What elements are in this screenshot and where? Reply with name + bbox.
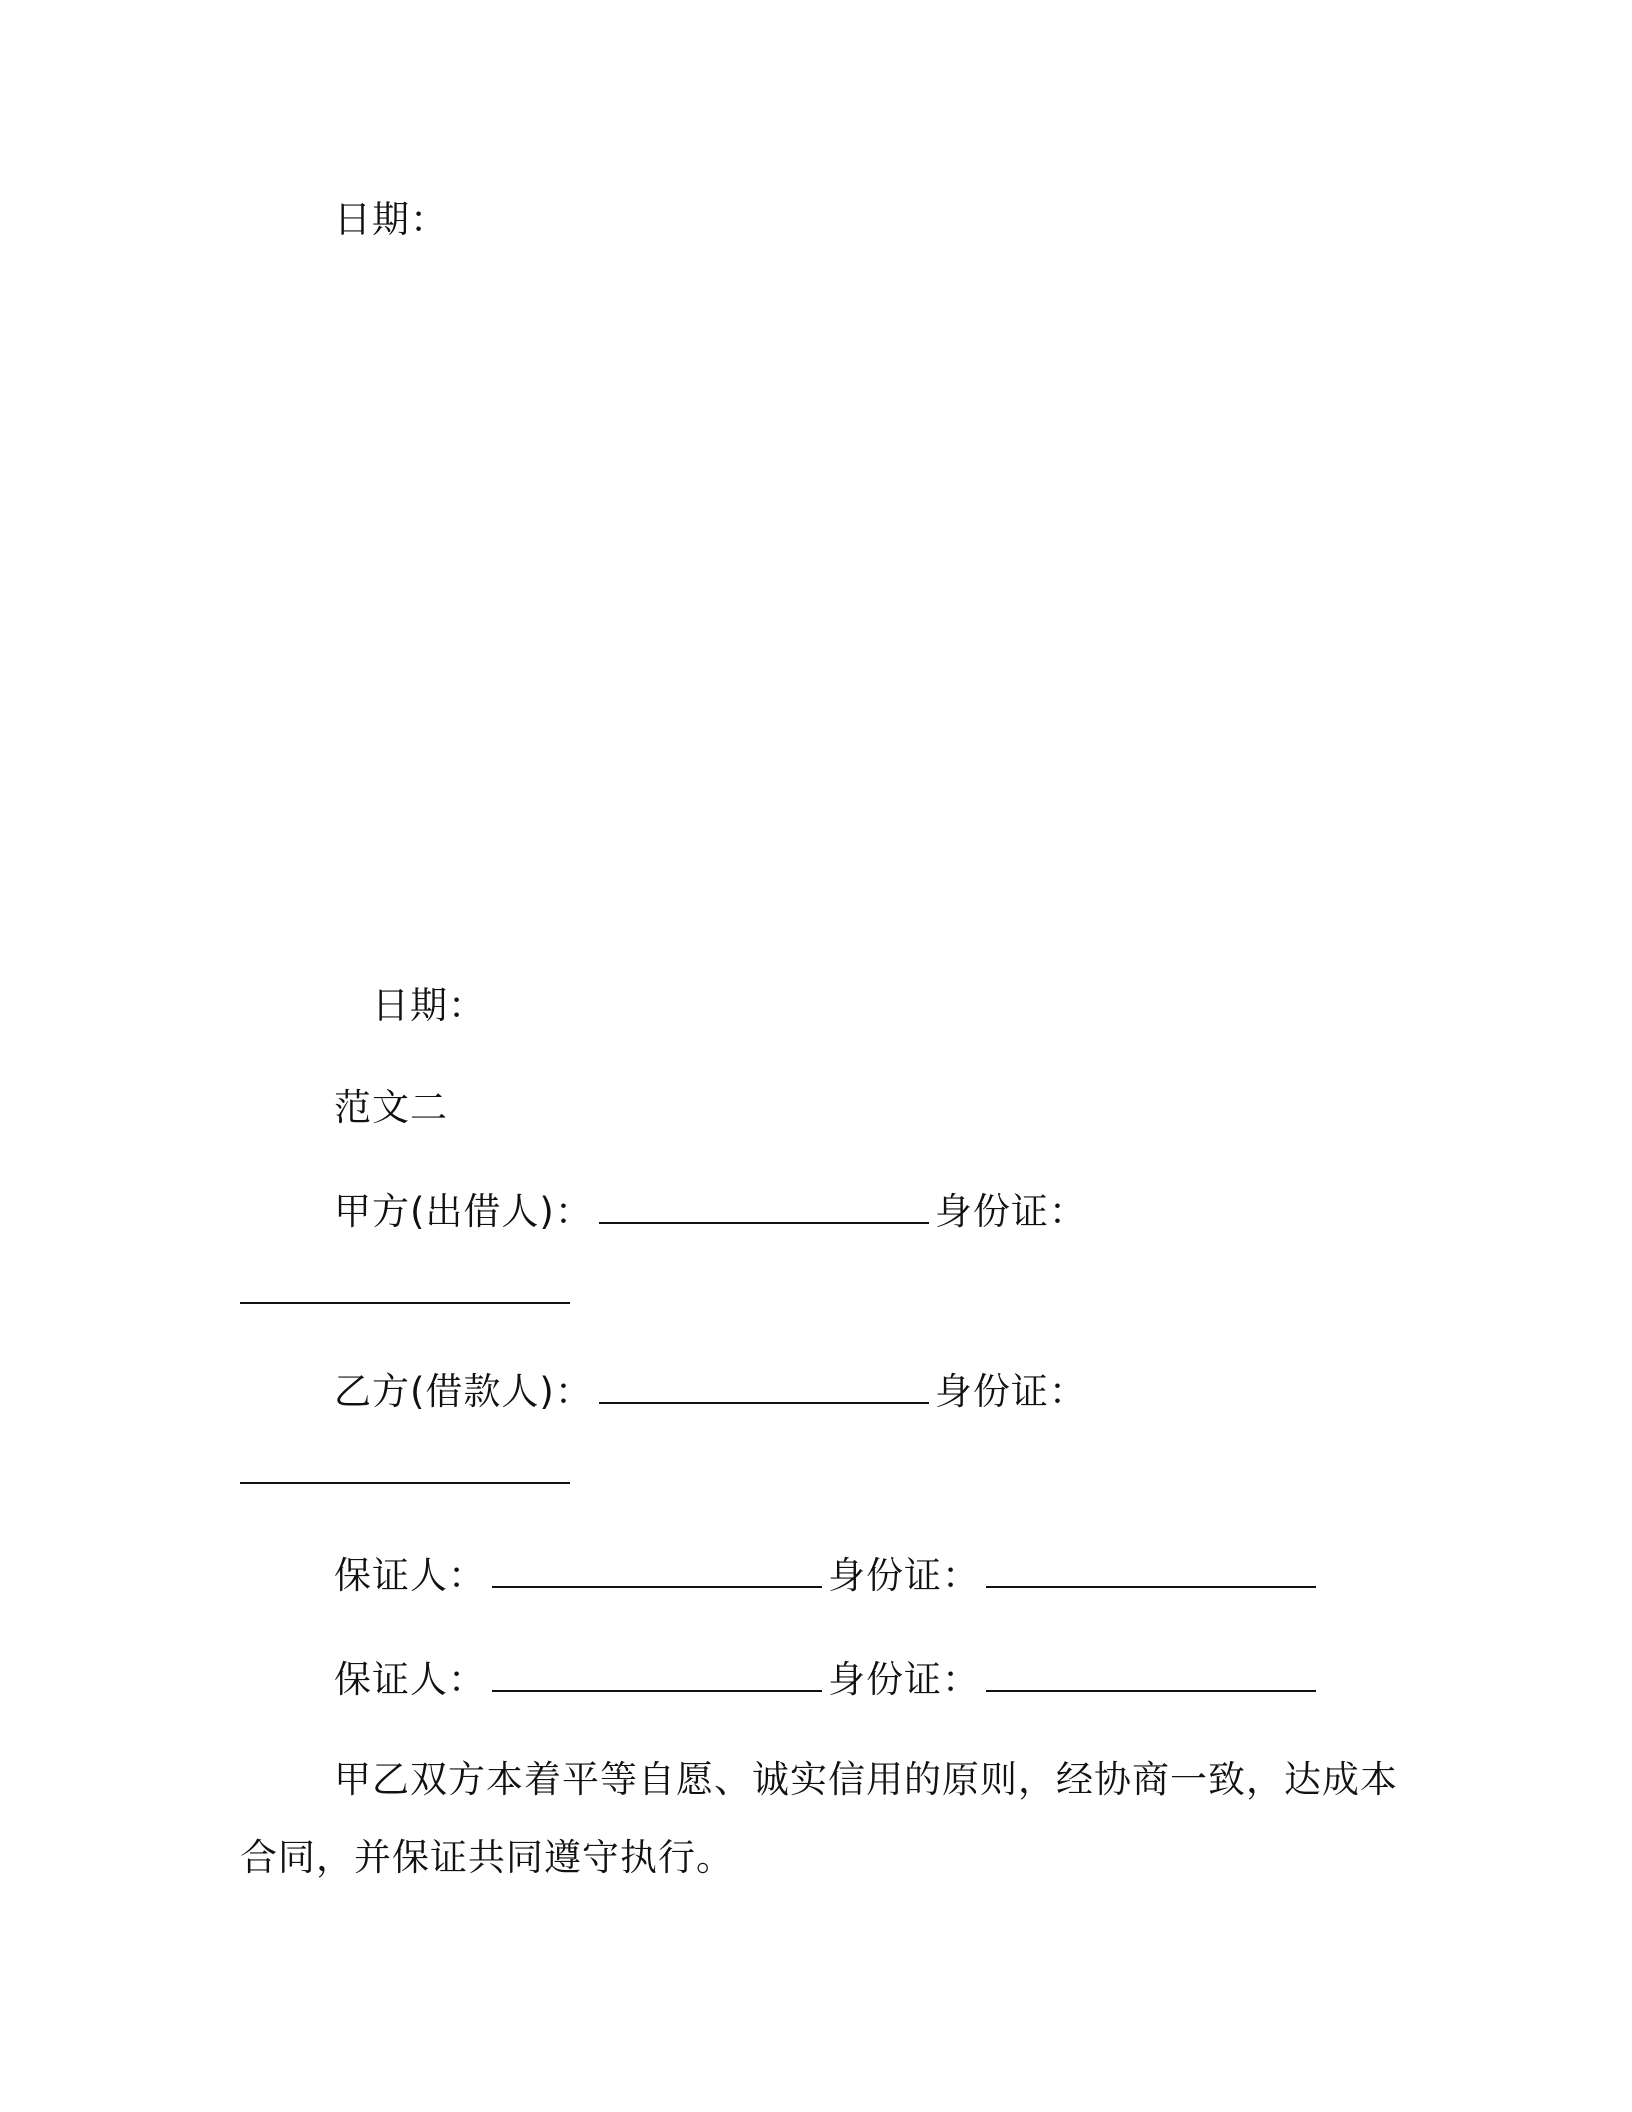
date-label: 日期： (372, 984, 486, 1027)
guarantor-2-id-label: 身份证： (828, 1658, 980, 1701)
guarantor-1-label: 保证人： (334, 1554, 486, 1597)
date-label: 日期： (334, 198, 448, 241)
party-a-label: 甲方(出借人)： (334, 1190, 593, 1233)
date-line-2 (372, 982, 486, 1030)
party-b-line (334, 1368, 1087, 1416)
guarantor-1-line (334, 1552, 1322, 1600)
party-b-id-line (240, 1448, 576, 1496)
agreement-paragraph-line-2 (240, 1834, 734, 1882)
party-a-name-blank (599, 1188, 929, 1224)
guarantor-1-id-label: 身份证： (828, 1554, 980, 1597)
party-b-id-label: 身份证： (934, 1370, 1087, 1413)
guarantor-2-id-blank (986, 1656, 1316, 1692)
section-title-text: 范文二 (334, 1086, 448, 1129)
party-b-name-blank (599, 1368, 929, 1404)
party-a-id-blank (240, 1268, 570, 1304)
party-a-line (334, 1188, 1087, 1236)
party-b-id-blank (240, 1448, 570, 1484)
guarantor-1-name-blank (492, 1552, 822, 1588)
date-line-1 (334, 196, 448, 244)
guarantor-2-name-blank (492, 1656, 822, 1692)
section-title (334, 1084, 448, 1132)
party-a-id-line (240, 1268, 576, 1316)
guarantor-2-line (334, 1656, 1322, 1704)
paragraph-text: 合同，并保证共同遵守执行。 (240, 1836, 734, 1879)
party-a-id-label: 身份证： (934, 1190, 1087, 1233)
party-b-label: 乙方(借款人)： (334, 1370, 593, 1413)
agreement-paragraph-line-1 (334, 1756, 1398, 1804)
guarantor-1-id-blank (986, 1552, 1316, 1588)
paragraph-text: 甲乙双方本着平等自愿、诚实信用的原则，经协商一致，达成本 (334, 1758, 1398, 1801)
guarantor-2-label: 保证人： (334, 1658, 486, 1701)
